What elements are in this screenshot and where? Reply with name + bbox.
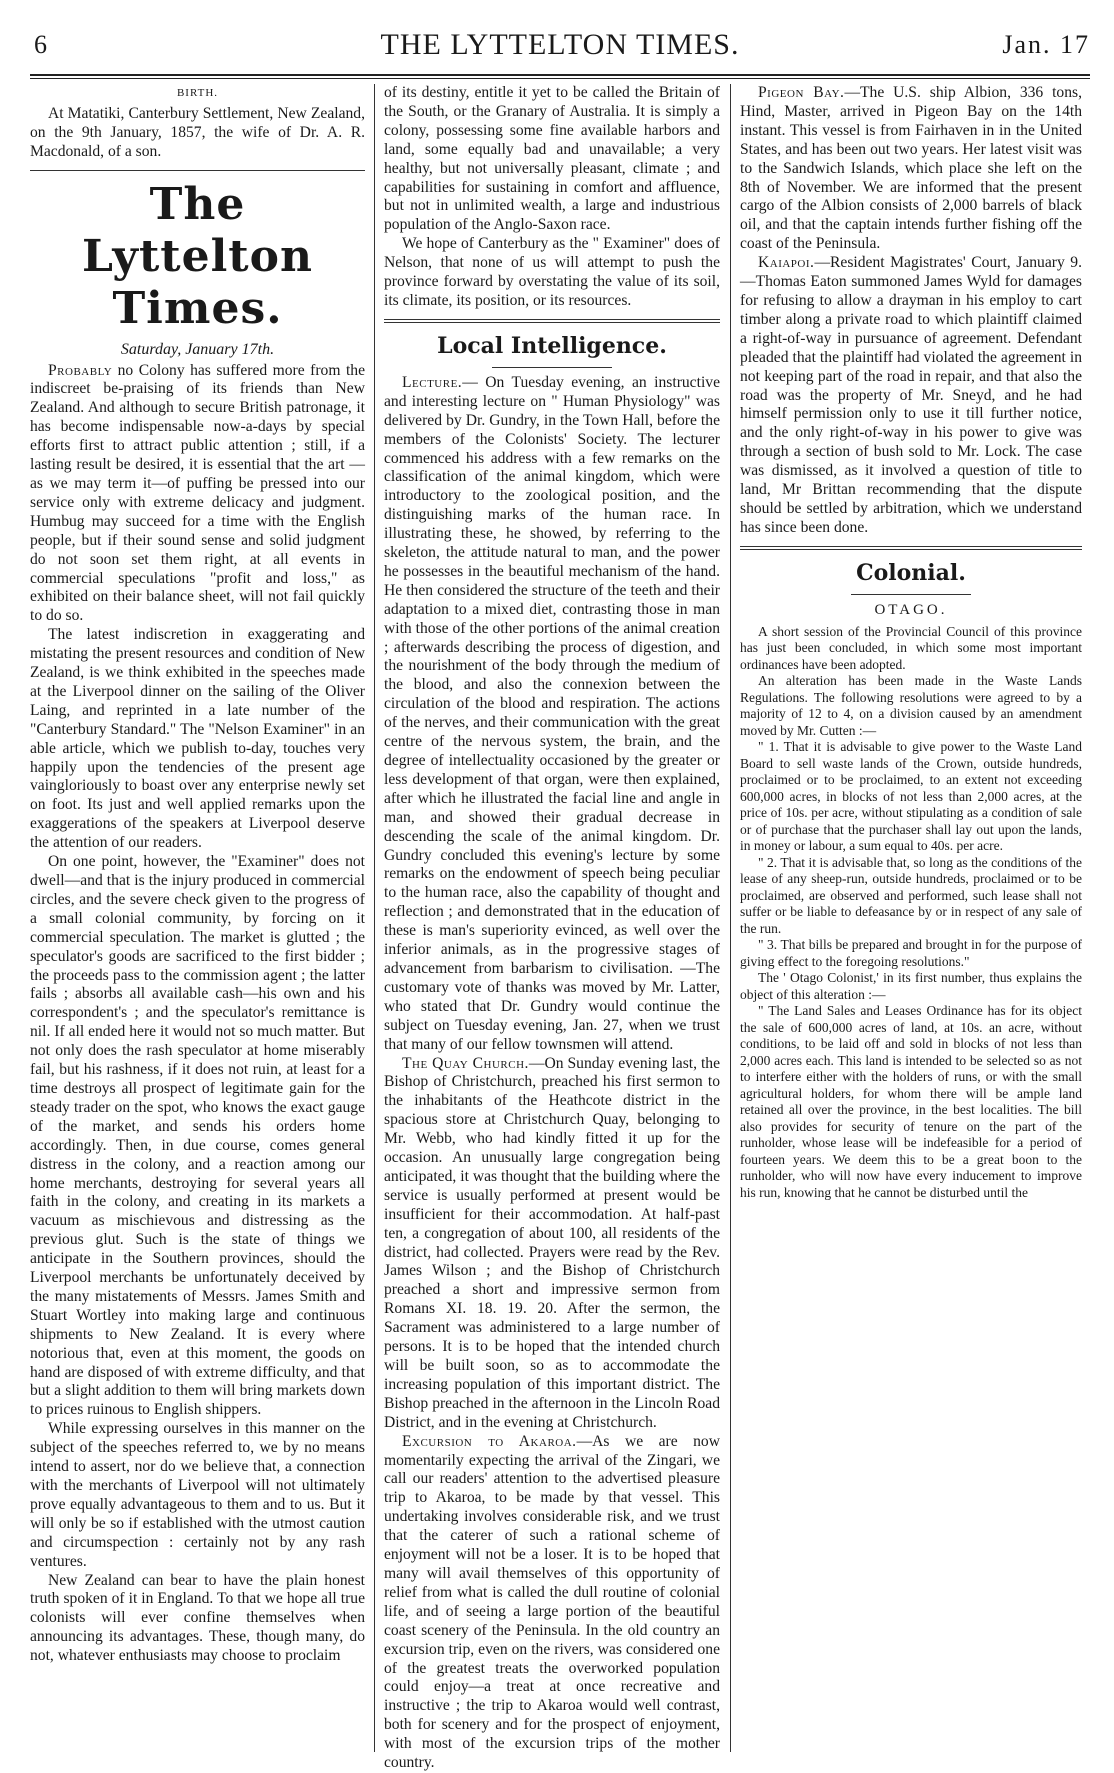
colonial-paragraph: A short session of the Provincial Council of this province has just been concluded, in which some most important ordinances have been adopted. xyxy=(740,623,1082,672)
divider xyxy=(384,319,720,323)
item-lead: Lecture. xyxy=(402,373,463,391)
editorial-title: The Lyttelton Times. xyxy=(82,178,313,334)
divider xyxy=(851,594,971,595)
colonial-paragraph: " 2. That it is advisable that, so long as the conditions of the lease of any sheep-run, outside hundreds, proclaimed or to be proclaimed, are observed and performed, such lease shall not suffer or be liable to defeasance by or in respect of any sale of the run. xyxy=(740,854,1082,936)
editorial-continuation: of its destiny, entitle it yet to be called the Britain of the South, or the Granary of Australia. It is simply a colony, possessing some fine available harbors and land, some equally bad and unavailable; a very healthy, but not universally pleasant, climate ; and capabilities for sustaining in comfort and affluence, but not in unlimited wealth, a large and industrious population of the Anglo-Saxon race. xyxy=(384,84,720,234)
item-lead: The Quay Church. xyxy=(402,1054,529,1072)
header-rule xyxy=(30,74,1090,79)
header-date: Jan. 17 xyxy=(1002,30,1090,59)
news-item: The Quay Church.—On Sunday evening last, the Bishop of Christchurch, preached his first sermon to the inhabitants of the Heathcote district in the spacious store at Christchurch Quay, belonging to Mr. Webb, who had kindly fitted it up for the occasion. An unusually large congregation being anticipated, it was thought that the building where the service is usually performed at present would be insufficient for their accommodation. At half-past ten, a congregation of about 100, all residents of the district, had collected. Prayers were read by the Rev. James Wilson ; and the Bishop of Christchurch preached a short and impressive sermon from Romans XI. 18. 19. 20. After the sermon, the Sacrament was administered to a large number of persons. It is to be hoped that the intended church will be built soon, so as to accommodate the increasing population of this important district. The Bishop preached in the afternoon in the Lincoln Road District, and in the evening at Christchurch. xyxy=(384,1054,720,1431)
colonial-paragraph: " 1. That it is advisable to give power to the Waste Land Board to sell waste lands of the Crown, outside hundreds, proclaimed or to be proclaimed, to an extent not exceeding 600,000 acres, in blocks of not less than 2,000 acres, at the price of 10s. per acre, without stipulating as a condition of sale or of purchase that the purchaser shall lay out upon the lands, in money or labour, a sum equal to 40s. per acre. xyxy=(740,739,1082,854)
column-divider xyxy=(374,84,375,1752)
item-lead: Kaiapoi. xyxy=(758,254,815,272)
editorial-dateline: Saturday, January 17th. xyxy=(120,340,275,358)
editorial-paragraph: On one point, however, the "Examiner" does not dwell—and that is the injury produced in commercial circles, and the severe check given to the progress of a small colonial community, by forcing on it commercial speculation. The market is glutted ; the speculator's goods are sacrificed to the first bidder ; the proceeds pass to the commission agent ; the latter fails ; absorbs all available cash—his own and his correspondent's ; and the speculator's remittance is nil. If all ended here it would not so much matter. But not only does the rash speculator at home miserably fail, but his rashness, if it does not ruin, at least for a time destroys all prospect of legitimate gain for the steady trader on the spot, who knows the exact gauge of the market, and sends his orders home accordingly. Then, in due course, comes general distress in the colony, and a reaction among our home merchants, destroying for several years all faith in the colony, and creating in its markets a vacuum as mischievous and distressing as the previous glut. Such is the state of things we anticipate in the Southern provinces, should the Liverpool merchants be unfortunately deceived by the many mistatements of Messrs. James Smith and Stuart Wortley into making large and continuous shipments to New Zealand. It is every where notorious that, even at this moment, the goods on hand are disposed of with extreme difficulty, and that but a slight addition to them will bring markets down to prices ruinous to English shippers. xyxy=(30,853,365,1419)
page-header xyxy=(30,28,1090,72)
editorial-paragraph: While expressing ourselves in this manner on the subject of the speeches referred to, we by no means intend to assert, nor do we believe that, a connection with the merchants of Liverpool will not ultimately prove equally advantageous to them and to us. But it will only be so if established with the utmost caution and circumspection : certainly not by any rash ventures. xyxy=(30,1420,365,1570)
section-title-local: Local Intelligence. xyxy=(437,332,667,359)
column-2 xyxy=(384,84,720,1772)
divider xyxy=(740,546,1082,550)
divider xyxy=(492,367,612,368)
colonial-paragraph: " The Land Sales and Leases Ordinance has for its object the sale of 600,000 acres of land, at 10s. an acre, without conditions, to be laid off and sold in blocks of not less than 2,000 acres each. This land is intended to be selected so as not to interfere either with the holders of runs, or with the small agricultural holders, for whom there will be ample land retained all over the province, in the best localities. The bill also provides for security of tenure on the part of the runholder, whose lease will be indefeasible for a period of fourteen years. We deem this to be a great boon to the runholder, who will now have every inducement to improve his run, knowing that he cannot be disturbed until the xyxy=(740,1003,1082,1200)
item-lead: Excursion to Akaroa. xyxy=(402,1432,577,1450)
colonial-paragraph: The ' Otago Colonist,' in its first number, thus explains the object of this alteration :— xyxy=(740,970,1082,1002)
editorial-paragraph: New Zealand can bear to have the plain honest truth spoken of it in England. To that we hope all true colonists will ever confine themselves when announcing its advantages. These, though many, do not, whatever enthusiasts may choose to proclaim xyxy=(30,1571,365,1665)
page-number: 6 xyxy=(34,30,47,59)
masthead: THE LYTTELTON TIMES. xyxy=(380,28,740,61)
subhead-otago: OTAGO. xyxy=(874,601,948,618)
colonial-paragraph: An alteration has been made in the Waste Lands Regulations. The following resolutions were agreed to by a majority of 12 to 4, on a division caused by an amendment moved by Mr. Cutten :— xyxy=(740,673,1082,738)
divider xyxy=(30,170,365,171)
birth-heading: BIRTH. xyxy=(176,87,219,99)
column-3 xyxy=(740,84,1082,1754)
editorial-paragraph: The latest indiscretion in exaggerating and mistating the present resources and condition of New Zealand, is we think exhibited in the speeches made at the Liverpool dinner on the sailing of the Oliver Laing, and reprinted in a late number of the "Canterbury Standard." The "Nelson Examiner" in an able article, which we publish to-day, touches very happily upon the tendencies of the present age vaingloriously to boast over any enterprise newly set on foot. Its just and well applied remarks upon the exaggerations of the speakers at Liverpool deserve the attention of our readers. xyxy=(30,626,365,852)
news-item: Excursion to Akaroa.—As we are now momentarily expecting the arrival of the Zingari, we call our readers' attention to the advertised pleasure trip to Akaroa, to be made by that vessel. This undertaking involves considerable risk, and we trust that the caterer of such a rational scheme of enjoyment will not be a loser. It is to be hoped that many will avail themselves of this opportunity of relief from what is called the dull routine of colonial life, and of seeing a large portion of the beautiful coast scenery of the Peninsula. In the old country an excursion trip, even on the rivers, was considered one of the greatest treats the overworked population could enjoy—a treat at once recreative and instructive ; the trip to Akaroa would well contrast, both for scenery and for the prospect of enjoyment, with most of the excursion trips of the mother country. xyxy=(384,1432,720,1772)
birth-notice: At Matatiki, Canterbury Settlement, New Zealand, on the 9th January, 1857, the wife of Dr. A. R. Macdonald, of a son. xyxy=(30,104,365,160)
column-1 xyxy=(30,84,365,1754)
lead-word: Probably xyxy=(48,361,113,379)
column-divider xyxy=(730,84,731,1752)
colonial-paragraph: " 3. That bills be prepared and brought in for the purpose of giving effect to the foregoing resolutions." xyxy=(740,937,1082,969)
editorial-continuation: We hope of Canterbury as the " Examiner" does of Nelson, that none of us will attempt to push the province forward by overstating the value of its soil, its climate, its position, or its resources. xyxy=(384,235,720,309)
news-item: Lecture.— On Tuesday evening, an instructive and interesting lecture on " Human Physiology" was delivered by Dr. Gundry, in the Town Hall, before the members of the Colonists' Society. The lecturer commenced his address with a few remarks on the classification of the animal kingdom, which were introductory to the zoological position, and the distinguishing marks of the human race. In illustrating these, he showed, by referring to the skeleton, the attitude natural to man, and the power he possesses in the beautiful mechanism of the hand. He then considered the structure of the teeth and their adaptation to a mixed diet, contrasting those in man with those of the other portions of the animal creation ; afterwards describing the process of digestion, and the nourishment of the body through the medium of the blood, and also the connexion between the circulation of the blood and respiration. The actions of the nerves, and their communication with the great centre of the nervous system, the brain, and the degree of intellectuality occasioned by the greater or less development of that organ, were then explained, after which he illustrated the facial line and angle in man, and showed their gradual decrease in descending the scale of the animal kingdom. Dr. Gundry concluded this evening's lecture by some remarks on the endowment of speech being peculiar to the human race, also the capability of thought and reflection ; and demonstrated that in the education of these is man's superiority evinced, as well over the inferior animals, as in the progressive stages of advancement from barbarism to civilisation. —The customary vote of thanks was moved by Mr. Latter, who stated that Dr. Gundry would continue the subject on Tuesday evening, Jan. 27, when we trust that many of our fellow townsmen will attend. xyxy=(384,373,720,1053)
section-title-colonial: Colonial. xyxy=(856,559,966,586)
news-item: Kaiapoi.—Resident Magistrates' Court, January 9.—Thomas Eaton summoned James Wyld for damages for refusing to allow a drayman in his employ to cart timber along a private road to which plaintiff claimed a right-of-way in pursuance of agreement. Defendant pleaded that the plaintiff had violated the agreement in not keeping part of the road in repair, and that also the road was the property of Mr. Sneyd, and he had himself permission only to use it till further notice, and the only right-of-way in his power to give was through a section of bush sold to Mr. Lock. The case was dismissed, as it involved a question of title to land, Mr Brittan recommending that the dispute should be settled by arbitration, which we understand has since been done. xyxy=(740,254,1082,536)
news-item: Pigeon Bay.—The U.S. ship Albion, 336 tons, Hind, Master, arrived in Pigeon Bay on the 14th instant. This vessel is from Fairhaven in in the United States, and has been out two years. Her latest visit was to the Sandwich Islands, which place she left on the 8th of November. We are informed that the present cargo of the Albion consists of 2,000 barrels of black oil, and that the captain intends further fishing off the coast of the Peninsula. xyxy=(740,84,1082,253)
editorial-paragraph: Probably no Colony has suffered more from the indiscreet be-praising of its friends than New Zealand. And although to secure British patronage, it has become indispensable now-a-days by special efforts first to attract public attention ; still, if a lasting result be desired, it is essential that the art —as we may term it—of puffing be pressed into our service only with extreme delicacy and judgment. Humbug may succeed for a time with the English people, but if their sound sense and solid judgment do not soon set them right, at all events in commercial speculations "profit and loss," as exhibited on their balance sheet, will not fail quickly to do so. xyxy=(30,361,365,625)
item-lead: Pigeon Bay. xyxy=(758,84,845,101)
